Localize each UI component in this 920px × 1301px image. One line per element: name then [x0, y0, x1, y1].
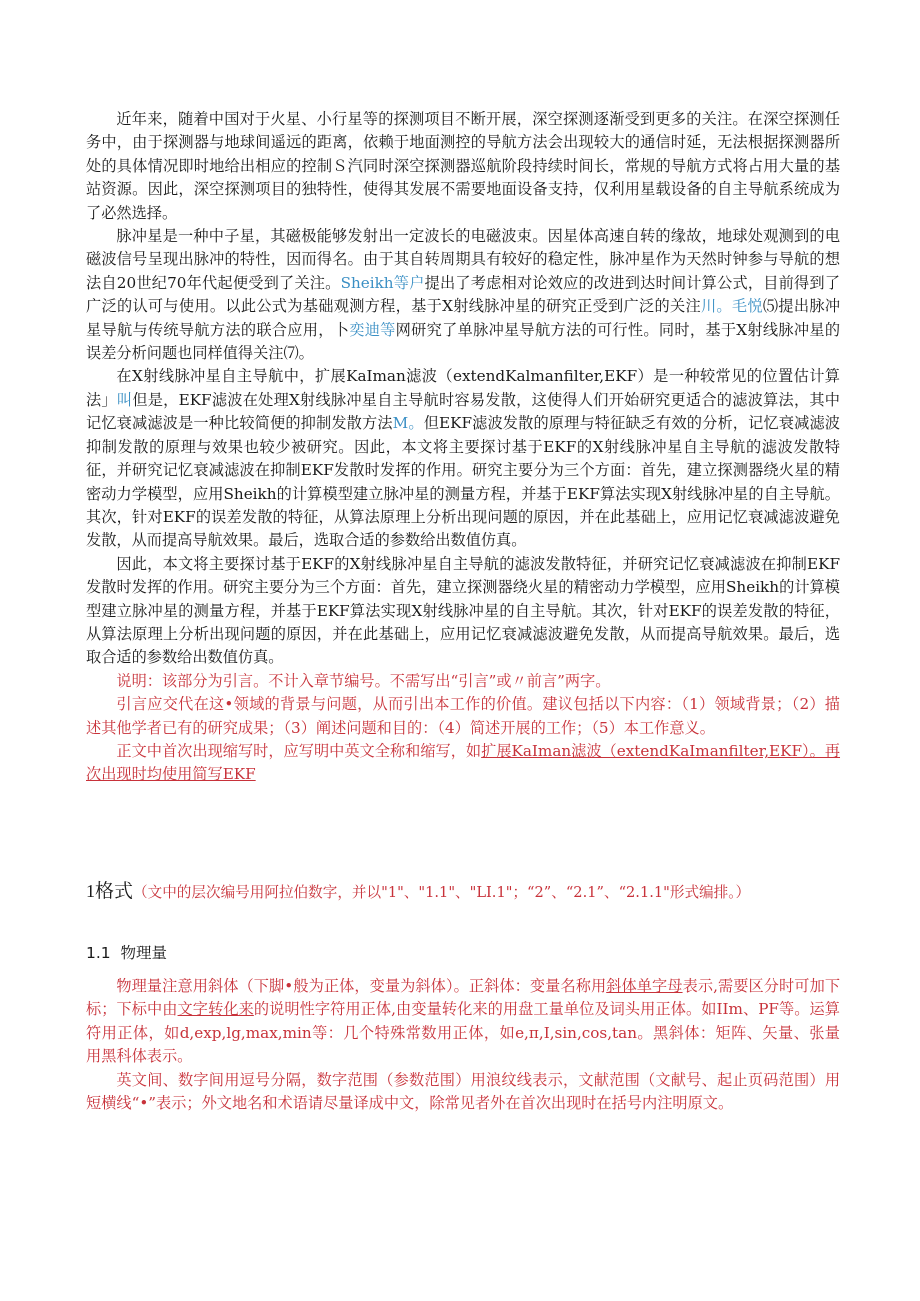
heading-number: 1.1 — [86, 944, 111, 962]
heading-title: 物理量 — [120, 944, 168, 962]
intro-paragraph-3: 在X射线脉冲星自主导航中，扩展KaIman滤波（extendKalmanfilter,EKF）是一种较常见的位置估计算法」叫但是，EKF滤波在处理X射线脉冲星自主导航时容易发散，这使得人们开始研究更适合的滤波算法，其中记忆衰减滤波是一种比较简便的抑制发散方法M。但EKF滤波发散的原理与特征缺乏有效的分析，记忆衰减滤波抑制发散的原理与效果也较少被研究。因此，本文将主要探讨基于EKF的X射线脉冲星自主导航的滤波发散特征，并研究记忆衰减滤波在抑制EKF发散时发挥的作用。研究主要分为三个方面：首先，建立探测器绕火星的精密动力学模型，应用Sheikh的计算模型建立脉冲星的测量方程，并基于EKF算法实现X射线脉冲星的自主导航。其次，针对EKF的误差发散的特征，从算法原理上分析出现问题的原因，并在此基础上，应用记忆衰减滤波避免发散，从而提高导航效果。最后，选取合适的参数给出数值仿真。 — [86, 367, 840, 550]
citation: Sheikh等户 — [340, 273, 425, 292]
intro-paragraph-4: 因此，本文将主要探讨基于EKF的X射线脉冲星自主导航的滤波发散特征，并研究记忆衰减滤波在抑制EKF发散时发挥的作用。研究主要分为三个方面：首先，建立探测器绕火星的精密动力学模型，应用Sheikh的计算模型建立脉冲星的测量方程，并基于EKF算法实现X射线脉冲星的自主导航。其次，针对EKF的误差发散的特征，从算法原理上分析出现问题的原因，并在此基础上，应用记忆衰减滤波避免发散，从而提高导航效果。最后，选取合适的参数给出数值仿真。 — [86, 554, 840, 667]
quantity-paragraph-2: 英文间、数字间用逗号分隔，数字范围（参数范围）用浪纹线表示，文献范围（文献号、起止页码范围）用短横线“•”表示；外文地名和术语请尽量译成中文，除常见者外在首次出现时在括号内注明原文。 — [86, 1070, 840, 1113]
introduction-section — [86, 108, 840, 787]
citation: 奕迪等 — [349, 320, 396, 339]
citation: 叫 — [116, 390, 133, 409]
heading-number: 1 — [86, 881, 95, 901]
physical-quantity-section — [86, 975, 840, 1115]
section-heading-1 — [86, 878, 846, 906]
template-notes — [86, 670, 840, 787]
citation: 川。毛悦 — [700, 297, 763, 316]
intro-paragraph-1: 近年来，随着中国对于火星、小行星等的探测项目不断开展，深空探测逐渐受到更多的关注。在深空探测任务中，由于探测器与地球间遥远的距离，依赖于地面测控的导航方法会出现较大的通信时延，无法根据探测器所处的具体情况即时地给出相应的控制Ｓ汽同时深空探测器巡航阶段持续时间长，常规的导航方式将占用大量的基站资源。因此，深空探测项目的独特性，使得其发展不需要地面设备支持，仅利用星载设备的自主导航系统成为了必然选择。 — [86, 110, 840, 222]
note-1: 说明：该部分为引言。不计入章节编号。不需写出“引言”或〃前言”两字。 — [116, 671, 611, 690]
intro-paragraph-2: 脉冲星是一种中子星，其磁极能够发射出一定波长的电磁波束。因星体高速自转的缘故，地球处观测到的电磁波信号呈现出脉冲的特性，因而得名。由于其自转周期具有较好的稳定性，脉冲星作为天然时钟参与导航的想法自20世纪70年代起便受到了关注。Sheikh等户提出了考虑相对论效应的改进到达时间计算公式，目前得到了广泛的认可与使用。以此公式为基础观测方程，基于X射线脉冲星的研究正受到广泛的关注川。毛悦⑸提出脉冲星导航与传统导航方法的联合应用，卜奕迪等网研究了单脉冲星导航方法的可行性。同时，基于X射线脉冲星的误差分析问题也同样值得关注⑺。 — [86, 227, 841, 363]
heading-note: （文中的层次编号用阿拉伯数字，并以"1"、"1.1"、"LI.1"；“2”、“2.1”、“2.1.1"形式编排。） — [133, 884, 751, 901]
quantity-paragraph-1: 物理量注意用斜体（下脚•般为正体，变量为斜体）。正斜体：变量名称用斜体单字母表示,需要区分时可加下标；下标中由文字转化来的说明性字符用正体,由变量转化来的用盘工量单位及词头用正体。如IIm、PF等。运算符用正体，如d,exp,lg,max,min等：几个特殊常数用正体，如e,π,I,sin,cos,tan。黑斜体：矩阵、矢量、张量用黑科体表示。 — [86, 977, 841, 1066]
citation: M。 — [392, 414, 424, 433]
heading-title: 格式 — [95, 880, 134, 902]
section-heading-1-1 — [86, 942, 167, 964]
note-3: 正文中首次出现缩写时，应写明中英文全称和缩写，如扩展KaIman滤波（extendKaImanfilter,EKF）。再次出现时均使用简写EKF — [86, 741, 841, 784]
note-2: 引言应交代在这•领域的背景与问题，从而引出本工作的价值。建议包括以下内容：（1）领域背景；（2）描述其他学者已有的研究成果；（3）阐述问题和目的：（4）简述开展的工作；（5）本工作意义。 — [86, 695, 840, 737]
